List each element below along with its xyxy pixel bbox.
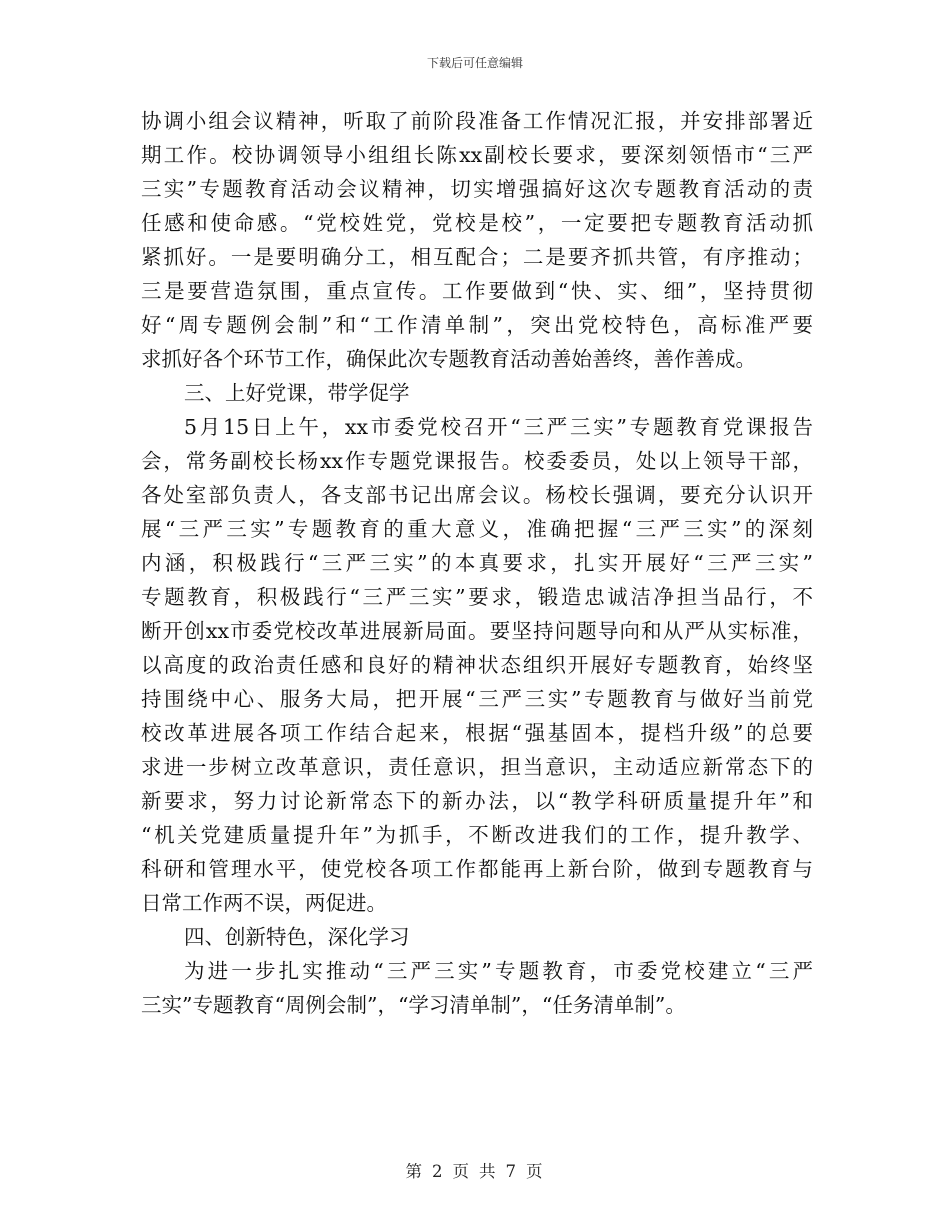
text-line: 紧抓好。一是要明确分工，相互配合；二是要齐抓共管，有序推动； (141, 245, 813, 269)
text-line: 持围绕中心、服务大局，把开展“三严三实”专题教育与做好当前党 (141, 687, 813, 711)
text-line: 求进一步树立改革意识，责任意识，担当意识，主动适应新常态下的 (141, 755, 813, 779)
text-line: 展“三严三实”专题教育的重大意义，准确把握“三严三实”的深刻 (141, 517, 813, 541)
footer-suffix: 页 (526, 1162, 545, 1181)
page-footer (0, 1158, 950, 1182)
text-line: 好“周专题例会制”和“工作清单制”，突出党校特色，高标准严要 (141, 313, 813, 337)
text-line: 求抓好各个环节工作，确保此次专题教育活动善始善终，善作善成。 (141, 347, 756, 371)
text-line: 为进一步扎实推动“三严三实”专题教育，市委党校建立“三严 (184, 959, 813, 983)
footer-total-label: 共 (479, 1162, 498, 1181)
footer-page-label: 页 (452, 1162, 471, 1181)
text-line: 四、创新特色，深化学习 (184, 925, 410, 949)
text-line: 断开创xx市委党校改革进展新局面。要坚持问题导向和从严从实标准， (141, 619, 813, 643)
document-body (141, 104, 813, 1022)
footer-page-current: 2 (432, 1162, 445, 1181)
text-line: 5月15日上午，xx市委党校召开“三严三实”专题教育党课报告 (184, 415, 813, 439)
text-line: 三实”专题教育“周例会制”，“学习清单制”，“任务清单制”。 (141, 993, 686, 1017)
text-line: 期工作。校协调领导小组组长陈xx副校长要求，要深刻领悟市“三严 (141, 143, 813, 167)
text-line: 三是要营造氛围，重点宣传。工作要做到“快、实、细”，坚持贯彻 (141, 279, 813, 303)
footer-prefix: 第 (405, 1162, 424, 1181)
text-line: “机关党建质量提升年”为抓手，不断改进我们的工作，提升教学、 (141, 823, 813, 847)
text-line: 科研和管理水平，使党校各项工作都能再上新台阶，做到专题教育与 (141, 857, 813, 881)
text-line: 校改革进展各项工作结合起来，根据“强基固本，提档升级”的总要 (141, 721, 813, 745)
text-line: 任感和使命感。“党校姓党，党校是校”，一定要把专题教育活动抓 (141, 211, 813, 235)
text-line: 各处室部负责人，各支部书记出席会议。杨校长强调，要充分认识开 (141, 483, 813, 507)
page-header-note: 下载后可任意编辑 (426, 56, 523, 70)
text-line: 日常工作两不误，两促进。 (141, 891, 387, 915)
text-line: 内涵，积极践行“三严三实”的本真要求，扎实开展好“三严三实” (141, 551, 813, 575)
text-line: 三实”专题教育活动会议精神，切实增强搞好这次专题教育活动的责 (141, 177, 813, 201)
text-line: 协调小组会议精神，听取了前阶段准备工作情况汇报，并安排部署近 (141, 109, 813, 133)
text-line: 三、上好党课，带学促学 (184, 381, 410, 405)
text-line: 专题教育，积极践行“三严三实”要求，锻造忠诚洁净担当品行，不 (141, 585, 813, 609)
text-line: 以高度的政治责任感和良好的精神状态组织开展好专题教育，始终坚 (141, 653, 813, 677)
text-line: 会，常务副校长杨xx作专题党课报告。校委委员，处以上领导干部， (141, 449, 813, 473)
footer-page-total: 7 (505, 1162, 518, 1181)
text-line: 新要求，努力讨论新常态下的新办法，以“教学科研质量提升年”和 (141, 789, 813, 813)
